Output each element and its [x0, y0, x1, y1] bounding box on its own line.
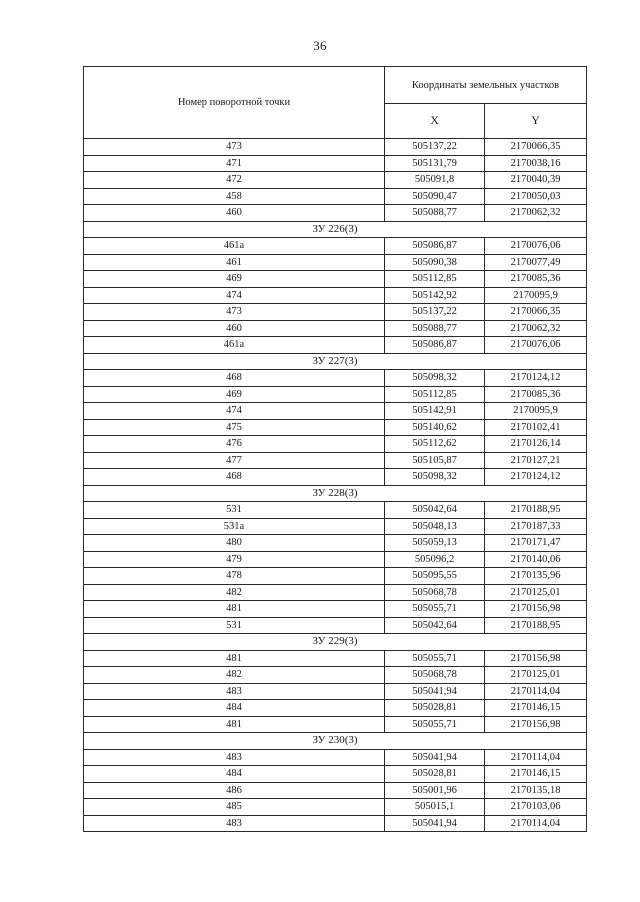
x-cell: 505028,81	[385, 700, 485, 717]
x-cell: 505068,78	[385, 584, 485, 601]
section-label: ЗУ 229(3)	[84, 634, 587, 651]
x-cell: 505098,32	[385, 469, 485, 486]
y-cell: 2170076,06	[485, 238, 587, 255]
y-cell: 2170156,98	[485, 716, 587, 733]
point-cell: 531	[84, 502, 385, 519]
x-cell: 505015,1	[385, 799, 485, 816]
table-row	[84, 320, 587, 337]
y-cell: 2170066,35	[485, 139, 587, 156]
table-row	[84, 815, 587, 832]
point-cell: 483	[84, 683, 385, 700]
x-cell: 505090,47	[385, 188, 485, 205]
table-row	[84, 337, 587, 354]
point-cell: 458	[84, 188, 385, 205]
x-cell: 505112,62	[385, 436, 485, 453]
x-cell: 505086,87	[385, 238, 485, 255]
x-cell: 505055,71	[385, 650, 485, 667]
y-cell: 2170156,98	[485, 650, 587, 667]
x-cell: 505088,77	[385, 320, 485, 337]
table-row	[84, 287, 587, 304]
point-cell: 474	[84, 403, 385, 420]
point-cell: 474	[84, 287, 385, 304]
y-cell: 2170146,15	[485, 700, 587, 717]
table-row	[84, 584, 587, 601]
x-cell: 505088,77	[385, 205, 485, 222]
x-cell: 505137,22	[385, 304, 485, 321]
table-row	[84, 601, 587, 618]
point-cell: 481	[84, 716, 385, 733]
point-cell: 468	[84, 370, 385, 387]
x-cell: 505131,79	[385, 155, 485, 172]
table-row	[84, 650, 587, 667]
header-y: Y	[485, 104, 587, 139]
y-cell: 2170076,06	[485, 337, 587, 354]
point-cell: 460	[84, 205, 385, 222]
point-cell: 475	[84, 419, 385, 436]
table-row	[84, 452, 587, 469]
point-cell: 476	[84, 436, 385, 453]
y-cell: 2170135,96	[485, 568, 587, 585]
point-cell: 469	[84, 386, 385, 403]
x-cell: 505142,91	[385, 403, 485, 420]
point-cell: 481	[84, 650, 385, 667]
y-cell: 2170187,33	[485, 518, 587, 535]
x-cell: 505112,85	[385, 271, 485, 288]
y-cell: 2170085,36	[485, 271, 587, 288]
table-row	[84, 700, 587, 717]
table-row	[84, 419, 587, 436]
x-cell: 505028,81	[385, 766, 485, 783]
point-cell: 473	[84, 304, 385, 321]
y-cell: 2170095,9	[485, 403, 587, 420]
y-cell: 2170188,95	[485, 502, 587, 519]
point-cell: 472	[84, 172, 385, 189]
section-row	[84, 485, 587, 502]
x-cell: 505112,85	[385, 386, 485, 403]
table-row	[84, 469, 587, 486]
coordinates-table	[83, 66, 587, 832]
table-row	[84, 403, 587, 420]
x-cell: 505137,22	[385, 139, 485, 156]
x-cell: 505055,71	[385, 716, 485, 733]
x-cell: 505042,64	[385, 502, 485, 519]
point-cell: 478	[84, 568, 385, 585]
table-row	[84, 535, 587, 552]
x-cell: 505096,2	[385, 551, 485, 568]
y-cell: 2170095,9	[485, 287, 587, 304]
point-cell: 531а	[84, 518, 385, 535]
point-cell: 471	[84, 155, 385, 172]
x-cell: 505086,87	[385, 337, 485, 354]
y-cell: 2170114,04	[485, 683, 587, 700]
point-cell: 480	[84, 535, 385, 552]
table-row	[84, 238, 587, 255]
y-cell: 2170062,32	[485, 320, 587, 337]
y-cell: 2170188,95	[485, 617, 587, 634]
point-cell: 531	[84, 617, 385, 634]
header-coordinates: Координаты земельных участков	[385, 67, 587, 104]
x-cell: 505048,13	[385, 518, 485, 535]
point-cell: 473	[84, 139, 385, 156]
y-cell: 2170125,01	[485, 584, 587, 601]
point-cell: 468	[84, 469, 385, 486]
y-cell: 2170062,32	[485, 205, 587, 222]
table-row	[84, 436, 587, 453]
y-cell: 2170124,12	[485, 370, 587, 387]
header-point-number: Номер поворотной точки	[84, 67, 385, 139]
table-row	[84, 188, 587, 205]
section-label: ЗУ 226(3)	[84, 221, 587, 238]
point-cell: 461а	[84, 238, 385, 255]
table-body	[84, 139, 587, 832]
section-label: ЗУ 230(3)	[84, 733, 587, 750]
x-cell: 505095,55	[385, 568, 485, 585]
table-row	[84, 667, 587, 684]
table-row	[84, 304, 587, 321]
point-cell: 483	[84, 815, 385, 832]
table-row	[84, 155, 587, 172]
point-cell: 484	[84, 766, 385, 783]
table-row	[84, 799, 587, 816]
x-cell: 505041,94	[385, 815, 485, 832]
y-cell: 2170040,39	[485, 172, 587, 189]
x-cell: 505091,8	[385, 172, 485, 189]
table-row	[84, 254, 587, 271]
table-row	[84, 205, 587, 222]
x-cell: 505041,94	[385, 749, 485, 766]
y-cell: 2170135,18	[485, 782, 587, 799]
point-cell: 461а	[84, 337, 385, 354]
y-cell: 2170126,14	[485, 436, 587, 453]
x-cell: 505098,32	[385, 370, 485, 387]
x-cell: 505090,38	[385, 254, 485, 271]
table-row	[84, 139, 587, 156]
x-cell: 505059,13	[385, 535, 485, 552]
y-cell: 2170125,01	[485, 667, 587, 684]
point-cell: 479	[84, 551, 385, 568]
x-cell: 505042,64	[385, 617, 485, 634]
point-cell: 469	[84, 271, 385, 288]
point-cell: 477	[84, 452, 385, 469]
table-row	[84, 370, 587, 387]
page-number: 36	[313, 38, 327, 53]
header-x: X	[385, 104, 485, 139]
point-cell: 486	[84, 782, 385, 799]
y-cell: 2170124,12	[485, 469, 587, 486]
section-row	[84, 634, 587, 651]
section-row	[84, 733, 587, 750]
point-cell: 483	[84, 749, 385, 766]
table-row	[84, 782, 587, 799]
y-cell: 2170127,21	[485, 452, 587, 469]
y-cell: 2170156,98	[485, 601, 587, 618]
table-row	[84, 386, 587, 403]
y-cell: 2170085,36	[485, 386, 587, 403]
table-row	[84, 683, 587, 700]
y-cell: 2170066,35	[485, 304, 587, 321]
point-cell: 484	[84, 700, 385, 717]
table-row	[84, 502, 587, 519]
x-cell: 505140,62	[385, 419, 485, 436]
point-cell: 481	[84, 601, 385, 618]
point-cell: 460	[84, 320, 385, 337]
table-row	[84, 749, 587, 766]
y-cell: 2170114,04	[485, 749, 587, 766]
y-cell: 2170038,16	[485, 155, 587, 172]
y-cell: 2170050,03	[485, 188, 587, 205]
section-label: ЗУ 227(3)	[84, 353, 587, 370]
table-row	[84, 518, 587, 535]
section-label: ЗУ 228(3)	[84, 485, 587, 502]
table-row	[84, 766, 587, 783]
y-cell: 2170102,41	[485, 419, 587, 436]
x-cell: 505041,94	[385, 683, 485, 700]
section-row	[84, 353, 587, 370]
section-row	[84, 221, 587, 238]
x-cell: 505055,71	[385, 601, 485, 618]
x-cell: 505105,87	[385, 452, 485, 469]
table-row	[84, 271, 587, 288]
y-cell: 2170114,04	[485, 815, 587, 832]
y-cell: 2170140,06	[485, 551, 587, 568]
point-cell: 485	[84, 799, 385, 816]
table-row	[84, 551, 587, 568]
x-cell: 505001,96	[385, 782, 485, 799]
x-cell: 505068,78	[385, 667, 485, 684]
table-row	[84, 617, 587, 634]
y-cell: 2170077,49	[485, 254, 587, 271]
point-cell: 482	[84, 584, 385, 601]
y-cell: 2170103,06	[485, 799, 587, 816]
table-row	[84, 568, 587, 585]
point-cell: 461	[84, 254, 385, 271]
y-cell: 2170171,47	[485, 535, 587, 552]
table-row	[84, 716, 587, 733]
y-cell: 2170146,15	[485, 766, 587, 783]
table-row	[84, 172, 587, 189]
point-cell: 482	[84, 667, 385, 684]
x-cell: 505142,92	[385, 287, 485, 304]
